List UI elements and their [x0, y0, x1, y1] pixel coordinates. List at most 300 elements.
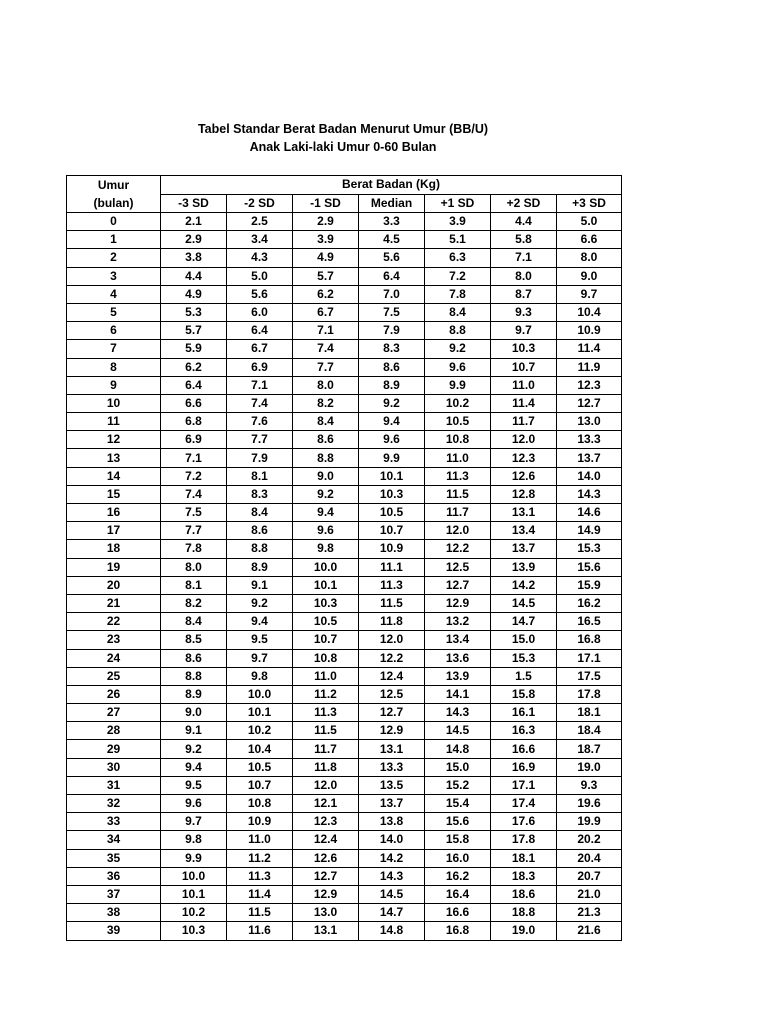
weight-cell: 10.0 [293, 558, 359, 576]
table-row [67, 303, 622, 321]
table-row [67, 813, 622, 831]
weight-cell: 12.0 [425, 522, 491, 540]
weight-cell: 10.5 [227, 758, 293, 776]
weight-cell: 8.0 [161, 558, 227, 576]
weight-cell: 9.4 [227, 613, 293, 631]
weight-cell: 7.2 [161, 467, 227, 485]
weight-cell: 13.4 [491, 522, 557, 540]
weight-cell: 14.1 [425, 685, 491, 703]
weight-cell: 5.0 [227, 267, 293, 285]
weight-cell: 10.7 [227, 776, 293, 794]
weight-cell: 18.6 [491, 885, 557, 903]
weight-cell: 16.4 [425, 885, 491, 903]
table-row [67, 831, 622, 849]
weight-cell: 3.8 [161, 249, 227, 267]
weight-cell: 10.8 [293, 649, 359, 667]
weight-cell: 14.3 [425, 704, 491, 722]
age-cell: 36 [67, 867, 161, 885]
weight-cell: 14.5 [425, 722, 491, 740]
weight-cell: 11.5 [293, 722, 359, 740]
weight-cell: 13.3 [557, 431, 622, 449]
header-row-group [67, 176, 622, 195]
weight-cell: 13.3 [359, 758, 425, 776]
weight-cell: 13.0 [293, 904, 359, 922]
weight-cell: 7.6 [227, 413, 293, 431]
weight-cell: 9.8 [293, 540, 359, 558]
weight-cell: 14.0 [359, 831, 425, 849]
weight-cell: 12.3 [491, 449, 557, 467]
weight-cell: 12.6 [293, 849, 359, 867]
age-cell: 21 [67, 594, 161, 612]
age-cell: 12 [67, 431, 161, 449]
weight-cell: 7.4 [293, 340, 359, 358]
weight-cell: 11.9 [557, 358, 622, 376]
table-row [67, 413, 622, 431]
weight-cell: 6.4 [359, 267, 425, 285]
table-row [67, 795, 622, 813]
weight-cell: 10.4 [227, 740, 293, 758]
weight-for-age-table [66, 175, 622, 941]
weight-cell: 20.7 [557, 867, 622, 885]
weight-cell: 7.8 [425, 285, 491, 303]
weight-cell: 9.4 [293, 504, 359, 522]
weight-cell: 8.6 [293, 431, 359, 449]
table-row [67, 340, 622, 358]
weight-cell: 15.6 [557, 558, 622, 576]
weight-cell: 8.6 [161, 649, 227, 667]
age-cell: 10 [67, 394, 161, 412]
weight-cell: 15.4 [425, 795, 491, 813]
weight-cell: 8.4 [425, 303, 491, 321]
age-cell: 18 [67, 540, 161, 558]
weight-cell: 6.3 [425, 249, 491, 267]
weight-cell: 9.5 [227, 631, 293, 649]
weight-cell: 8.0 [293, 376, 359, 394]
weight-cell: 10.2 [227, 722, 293, 740]
weight-cell: 12.0 [293, 776, 359, 794]
table-row [67, 485, 622, 503]
weight-cell: 11.0 [425, 449, 491, 467]
weight-cell: 5.7 [293, 267, 359, 285]
weight-cell: 8.9 [161, 685, 227, 703]
age-column-header [67, 176, 161, 213]
weight-cell: 20.4 [557, 849, 622, 867]
age-cell: 11 [67, 413, 161, 431]
weight-cell: 6.7 [293, 303, 359, 321]
table-subtitle: Anak Laki-laki Umur 0-60 Bulan [249, 140, 437, 154]
weight-cell: 13.1 [293, 922, 359, 940]
table-row [67, 740, 622, 758]
age-cell: 6 [67, 322, 161, 340]
weight-cell: 10.8 [227, 795, 293, 813]
weight-cell: 10.3 [293, 594, 359, 612]
age-cell: 39 [67, 922, 161, 940]
table-row [67, 540, 622, 558]
weight-cell: 10.9 [227, 813, 293, 831]
weight-cell: 12.9 [293, 885, 359, 903]
weight-cell: 8.2 [293, 394, 359, 412]
weight-cell: 10.8 [425, 431, 491, 449]
weight-cell: 4.9 [293, 249, 359, 267]
weight-cell: 14.3 [359, 867, 425, 885]
weight-cell: 16.2 [557, 594, 622, 612]
weight-cell: 16.8 [425, 922, 491, 940]
weight-cell: 15.8 [491, 685, 557, 703]
weight-cell: 8.9 [227, 558, 293, 576]
weight-cell: 11.3 [293, 704, 359, 722]
age-cell: 13 [67, 449, 161, 467]
weight-cell: 12.1 [293, 795, 359, 813]
weight-cell: 10.9 [359, 540, 425, 558]
weight-cell: 13.2 [425, 613, 491, 631]
weight-cell: 3.4 [227, 231, 293, 249]
weight-cell: 13.1 [491, 504, 557, 522]
weight-cell: 6.0 [227, 303, 293, 321]
weight-cell: 6.2 [161, 358, 227, 376]
weight-cell: 6.7 [227, 340, 293, 358]
age-cell: 1 [67, 231, 161, 249]
weight-cell: 17.1 [557, 649, 622, 667]
weight-cell: 9.7 [491, 322, 557, 340]
weight-cell: 12.9 [359, 722, 425, 740]
weight-cell: 11.7 [293, 740, 359, 758]
age-cell: 20 [67, 576, 161, 594]
weight-cell: 6.9 [161, 431, 227, 449]
weight-cell: 18.4 [557, 722, 622, 740]
weight-cell: 10.7 [491, 358, 557, 376]
column-header-plus3sd: +3 SD [557, 194, 622, 213]
weight-cell: 10.2 [161, 904, 227, 922]
table-row [67, 504, 622, 522]
weight-cell: 4.4 [161, 267, 227, 285]
weight-cell: 11.3 [359, 576, 425, 594]
weight-cell: 13.9 [491, 558, 557, 576]
weight-cell: 9.1 [227, 576, 293, 594]
age-cell: 30 [67, 758, 161, 776]
weight-cell: 8.3 [227, 485, 293, 503]
table-row [67, 685, 622, 703]
age-cell: 26 [67, 685, 161, 703]
weight-cell: 7.5 [359, 303, 425, 321]
weight-cell: 10.5 [359, 504, 425, 522]
weight-cell: 19.9 [557, 813, 622, 831]
weight-cell: 7.2 [425, 267, 491, 285]
weight-cell: 12.0 [359, 631, 425, 649]
table-row [67, 758, 622, 776]
weight-cell: 16.1 [491, 704, 557, 722]
age-cell: 8 [67, 358, 161, 376]
weight-cell: 12.3 [293, 813, 359, 831]
column-header-minus2sd: -2 SD [227, 194, 293, 213]
weight-cell: 9.3 [491, 303, 557, 321]
column-header-minus3sd: -3 SD [161, 194, 227, 213]
weight-cell: 15.6 [425, 813, 491, 831]
age-cell: 35 [67, 849, 161, 867]
table-row [67, 722, 622, 740]
weight-cell: 5.6 [359, 249, 425, 267]
weight-cell: 10.4 [557, 303, 622, 321]
weight-cell: 15.0 [491, 631, 557, 649]
weight-cell: 18.1 [491, 849, 557, 867]
age-cell: 19 [67, 558, 161, 576]
weight-cell: 11.4 [227, 885, 293, 903]
weight-cell: 16.9 [491, 758, 557, 776]
weight-cell: 13.0 [557, 413, 622, 431]
weight-cell: 15.2 [425, 776, 491, 794]
table-row [67, 213, 622, 231]
weight-cell: 12.4 [293, 831, 359, 849]
weight-cell: 9.2 [161, 740, 227, 758]
age-cell: 32 [67, 795, 161, 813]
weight-cell: 9.5 [161, 776, 227, 794]
weight-cell: 17.1 [491, 776, 557, 794]
table-row [67, 267, 622, 285]
weight-cell: 19.6 [557, 795, 622, 813]
weight-cell: 13.7 [491, 540, 557, 558]
weight-cell: 9.9 [359, 449, 425, 467]
weight-cell: 13.4 [425, 631, 491, 649]
weight-cell: 15.8 [425, 831, 491, 849]
weight-cell: 9.1 [161, 722, 227, 740]
age-header-unit: (bulan) [93, 196, 134, 210]
weight-cell: 17.8 [491, 831, 557, 849]
weight-cell: 7.9 [227, 449, 293, 467]
table-row [67, 885, 622, 903]
weight-cell: 12.7 [557, 394, 622, 412]
weight-cell: 8.0 [491, 267, 557, 285]
table-row [67, 394, 622, 412]
weight-cell: 17.6 [491, 813, 557, 831]
table-title: Tabel Standar Berat Badan Menurut Umur (BB/U) [197, 122, 489, 136]
weight-cell: 14.5 [491, 594, 557, 612]
weight-cell: 14.3 [557, 485, 622, 503]
weight-cell: 10.7 [359, 522, 425, 540]
weight-cell: 1.5 [491, 667, 557, 685]
table-row [67, 867, 622, 885]
age-cell: 27 [67, 704, 161, 722]
weight-cell: 13.8 [359, 813, 425, 831]
table-row [67, 558, 622, 576]
age-cell: 29 [67, 740, 161, 758]
weight-cell: 4.5 [359, 231, 425, 249]
weight-cell: 9.6 [359, 431, 425, 449]
weight-cell: 16.5 [557, 613, 622, 631]
weight-cell: 8.5 [161, 631, 227, 649]
weight-cell: 9.7 [161, 813, 227, 831]
age-cell: 15 [67, 485, 161, 503]
age-cell: 31 [67, 776, 161, 794]
weight-cell: 11.5 [227, 904, 293, 922]
table-body [67, 213, 622, 941]
weight-cell: 12.9 [425, 594, 491, 612]
weight-cell: 3.9 [425, 213, 491, 231]
weight-cell: 14.2 [359, 849, 425, 867]
weight-cell: 16.6 [425, 904, 491, 922]
weight-cell: 21.0 [557, 885, 622, 903]
weight-cell: 17.5 [557, 667, 622, 685]
weight-cell: 14.2 [491, 576, 557, 594]
weight-cell: 5.3 [161, 303, 227, 321]
weight-cell: 7.7 [161, 522, 227, 540]
weight-cell: 18.7 [557, 740, 622, 758]
weight-cell: 7.1 [491, 249, 557, 267]
weight-cell: 15.0 [425, 758, 491, 776]
table-row [67, 376, 622, 394]
weight-cell: 2.5 [227, 213, 293, 231]
weight-cell: 9.8 [161, 831, 227, 849]
table-row [67, 776, 622, 794]
weight-cell: 11.6 [227, 922, 293, 940]
weight-cell: 11.5 [359, 594, 425, 612]
column-header-plus1sd: +1 SD [425, 194, 491, 213]
weight-cell: 12.4 [359, 667, 425, 685]
weight-cell: 12.3 [557, 376, 622, 394]
weight-cell: 9.2 [359, 394, 425, 412]
table-row [67, 467, 622, 485]
weight-cell: 15.3 [491, 649, 557, 667]
weight-cell: 11.7 [491, 413, 557, 431]
weight-cell: 7.4 [161, 485, 227, 503]
weight-cell: 7.1 [293, 322, 359, 340]
weight-cell: 12.5 [359, 685, 425, 703]
weight-cell: 12.6 [491, 467, 557, 485]
age-cell: 16 [67, 504, 161, 522]
weight-cell: 21.3 [557, 904, 622, 922]
weight-cell: 6.8 [161, 413, 227, 431]
weight-cell: 8.6 [227, 522, 293, 540]
weight-cell: 9.4 [359, 413, 425, 431]
weight-cell: 12.8 [491, 485, 557, 503]
age-header-label: Umur [97, 178, 130, 192]
weight-cell: 13.7 [359, 795, 425, 813]
weight-cell: 9.2 [425, 340, 491, 358]
weight-group-header: Berat Badan (Kg) [161, 176, 622, 195]
age-cell: 17 [67, 522, 161, 540]
weight-cell: 7.7 [227, 431, 293, 449]
weight-cell: 21.6 [557, 922, 622, 940]
weight-cell: 10.1 [293, 576, 359, 594]
age-cell: 25 [67, 667, 161, 685]
weight-cell: 8.4 [227, 504, 293, 522]
weight-cell: 5.9 [161, 340, 227, 358]
weight-cell: 9.0 [557, 267, 622, 285]
age-cell: 0 [67, 213, 161, 231]
weight-cell: 14.8 [359, 922, 425, 940]
weight-cell: 14.7 [359, 904, 425, 922]
weight-cell: 9.2 [293, 485, 359, 503]
column-header-median: Median [359, 194, 425, 213]
weight-cell: 8.8 [425, 322, 491, 340]
age-cell: 14 [67, 467, 161, 485]
weight-cell: 2.1 [161, 213, 227, 231]
weight-cell: 8.4 [293, 413, 359, 431]
age-cell: 5 [67, 303, 161, 321]
table-row [67, 613, 622, 631]
weight-cell: 10.0 [227, 685, 293, 703]
weight-cell: 14.5 [359, 885, 425, 903]
table-row [67, 594, 622, 612]
table-row [67, 231, 622, 249]
weight-cell: 7.0 [359, 285, 425, 303]
weight-cell: 14.0 [557, 467, 622, 485]
age-cell: 22 [67, 613, 161, 631]
weight-cell: 11.4 [557, 340, 622, 358]
weight-cell: 10.1 [161, 885, 227, 903]
weight-cell: 8.4 [161, 613, 227, 631]
weight-cell: 5.6 [227, 285, 293, 303]
table-row [67, 904, 622, 922]
weight-cell: 17.4 [491, 795, 557, 813]
weight-cell: 16.3 [491, 722, 557, 740]
weight-cell: 16.0 [425, 849, 491, 867]
weight-cell: 9.6 [161, 795, 227, 813]
weight-cell: 11.2 [227, 849, 293, 867]
weight-cell: 14.9 [557, 522, 622, 540]
table-row [67, 249, 622, 267]
weight-cell: 5.0 [557, 213, 622, 231]
weight-cell: 11.0 [491, 376, 557, 394]
weight-cell: 9.4 [161, 758, 227, 776]
weight-cell: 9.6 [293, 522, 359, 540]
weight-cell: 3.3 [359, 213, 425, 231]
weight-cell: 7.4 [227, 394, 293, 412]
weight-cell: 18.8 [491, 904, 557, 922]
weight-cell: 10.3 [359, 485, 425, 503]
table-row [67, 449, 622, 467]
weight-cell: 13.5 [359, 776, 425, 794]
weight-cell: 12.0 [491, 431, 557, 449]
weight-cell: 5.8 [491, 231, 557, 249]
weight-cell: 9.0 [293, 467, 359, 485]
weight-cell: 8.1 [227, 467, 293, 485]
weight-cell: 11.2 [293, 685, 359, 703]
age-cell: 34 [67, 831, 161, 849]
weight-cell: 4.3 [227, 249, 293, 267]
age-cell: 3 [67, 267, 161, 285]
weight-cell: 18.1 [557, 704, 622, 722]
weight-cell: 8.6 [359, 358, 425, 376]
weight-cell: 7.1 [161, 449, 227, 467]
table-row [67, 576, 622, 594]
weight-cell: 7.8 [161, 540, 227, 558]
weight-cell: 13.7 [557, 449, 622, 467]
weight-cell: 9.9 [161, 849, 227, 867]
weight-cell: 10.3 [161, 922, 227, 940]
weight-cell: 9.7 [227, 649, 293, 667]
weight-cell: 8.8 [227, 540, 293, 558]
table-row [67, 667, 622, 685]
weight-cell: 9.9 [425, 376, 491, 394]
weight-cell: 10.1 [227, 704, 293, 722]
table-row [67, 922, 622, 940]
weight-cell: 14.7 [491, 613, 557, 631]
weight-cell: 6.6 [161, 394, 227, 412]
weight-cell: 16.2 [425, 867, 491, 885]
weight-cell: 20.2 [557, 831, 622, 849]
weight-cell: 11.0 [293, 667, 359, 685]
weight-cell: 19.0 [491, 922, 557, 940]
table-row [67, 849, 622, 867]
weight-cell: 9.7 [557, 285, 622, 303]
weight-cell: 9.2 [227, 594, 293, 612]
age-cell: 23 [67, 631, 161, 649]
weight-cell: 9.0 [161, 704, 227, 722]
age-cell: 24 [67, 649, 161, 667]
weight-cell: 13.6 [425, 649, 491, 667]
weight-cell: 9.8 [227, 667, 293, 685]
weight-cell: 12.7 [425, 576, 491, 594]
weight-cell: 6.9 [227, 358, 293, 376]
